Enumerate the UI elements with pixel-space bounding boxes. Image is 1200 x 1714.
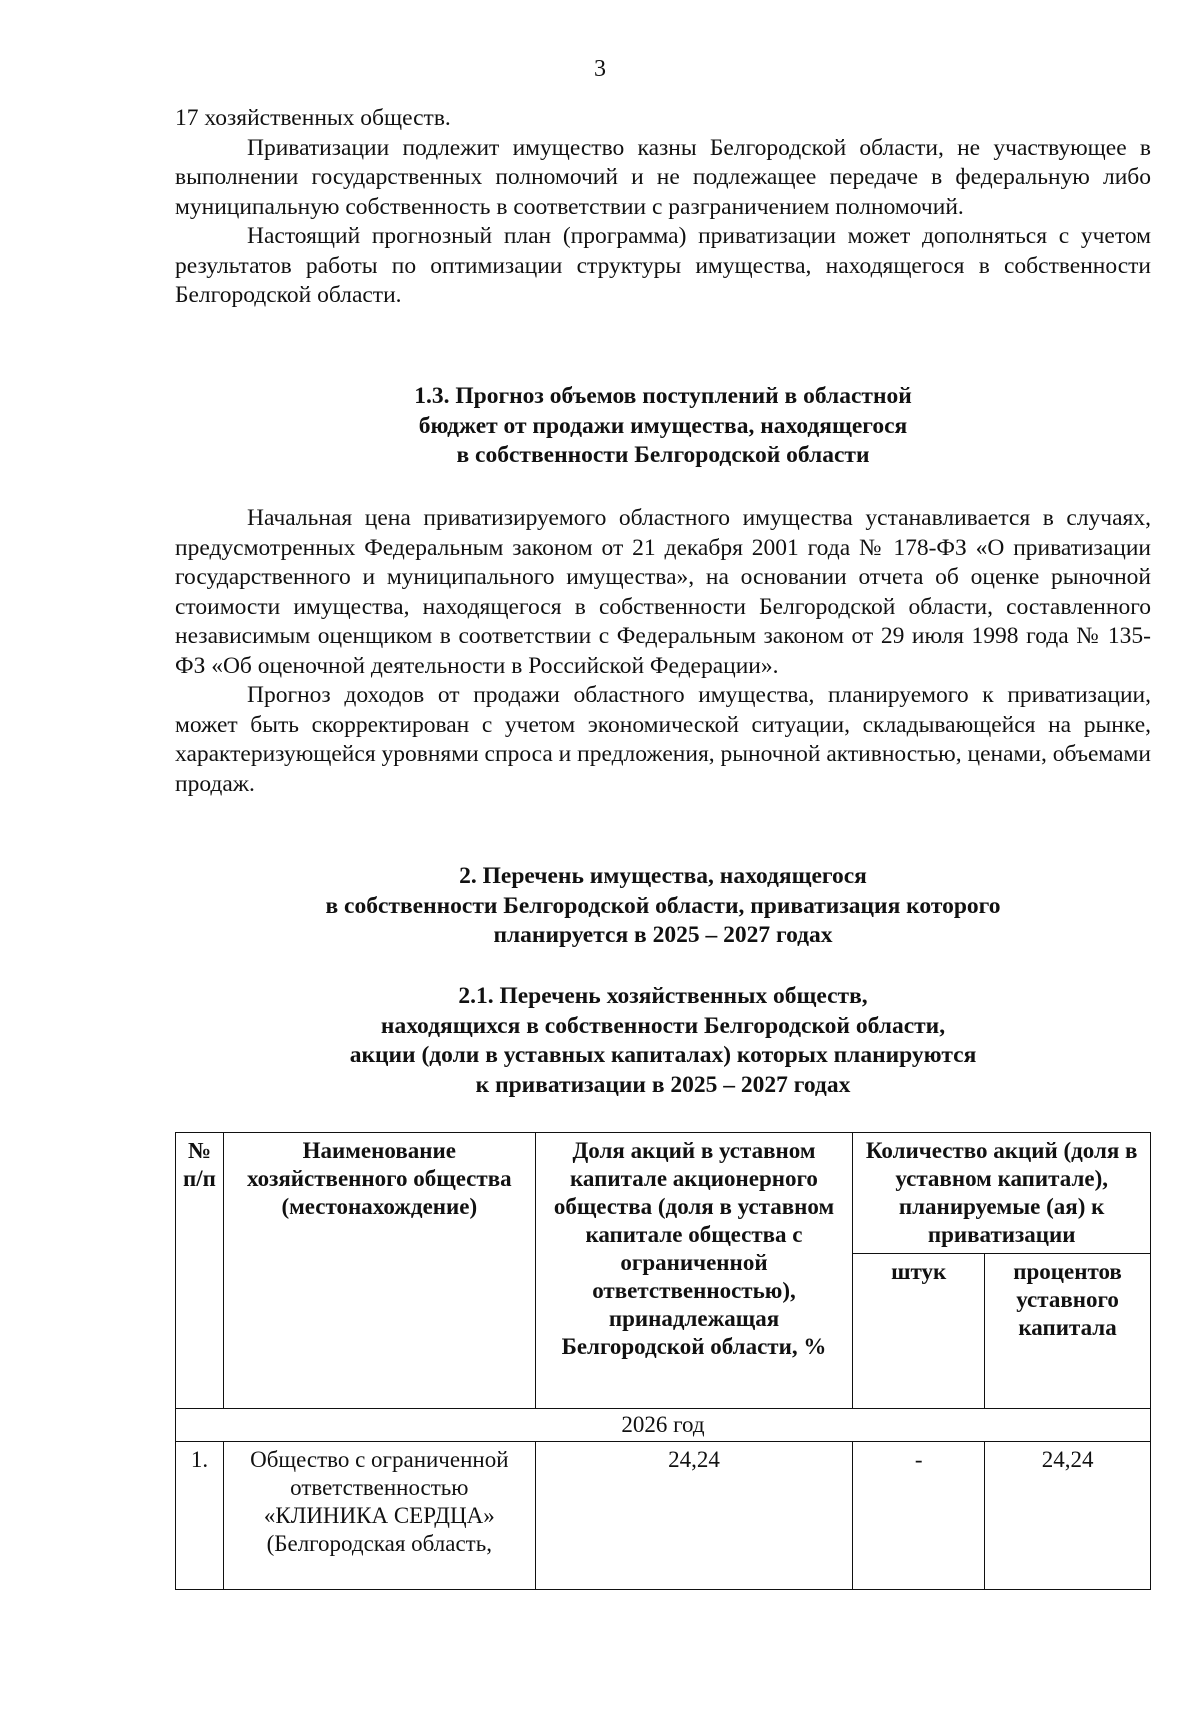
- section-1-3-title-line: бюджет от продажи имущества, находящегося: [418, 412, 908, 439]
- section-2-1-title: [175, 982, 1151, 1100]
- section-2-title: [175, 862, 1151, 951]
- section-1-3-title: [175, 382, 1151, 471]
- section-2-title-line: 2. Перечень имущества, находящегося: [459, 863, 867, 889]
- page-number: 3: [594, 56, 606, 82]
- section-2-title-line: планируется в 2025 – 2027 годах: [493, 922, 833, 948]
- section-1-3-paragraph-2: Прогноз доходов от продажи областного имущества, планируемого к приватизации, может быть скорректирован с учетом экономической ситуации, складывающейся на рынке, характеризующейся уровнями спроса и предложения, рыночной активностью, ценами, объемами продаж.: [175, 682, 1151, 797]
- header-number: № п/п: [176, 1133, 224, 1409]
- table-row: [176, 1442, 1151, 1590]
- section-2-1-title-line: 2.1. Перечень хозяйственных обществ,: [458, 983, 868, 1009]
- intro-line: 17 хозяйственных обществ.: [175, 105, 451, 131]
- header-quantity: Количество акций (доля в уставном капитале), планируемые (ая) к приватизации: [853, 1133, 1151, 1254]
- section-2-title-line: в собственности Белгородской области, приватизация которого: [325, 892, 1001, 919]
- intro-paragraph-2: Настоящий прогнозный план (программа) приватизации может дополняться с учетом результатов работы по оптимизации структуры имущества, находящегося в собственности Белгородской области.: [175, 223, 1151, 308]
- section-1-3-title-line: 1.3. Прогноз объемов поступлений в областной: [414, 383, 912, 409]
- section-2-1-title-line: находящихся в собственности Белгородской области,: [380, 1012, 946, 1039]
- header-company-name: Наименование хозяйственного общества (местонахождение): [223, 1133, 535, 1409]
- year-row: 2026 год: [176, 1409, 1151, 1442]
- section-1-3-title-line: в собственности Белгородской области: [456, 442, 870, 468]
- privatization-table: [175, 1132, 1151, 1590]
- section-1-3-body: [175, 504, 1151, 799]
- row-percent: 24,24: [985, 1442, 1151, 1590]
- header-percent: процентов уставного капитала: [985, 1254, 1151, 1409]
- intro-block: [175, 104, 1151, 311]
- section-2-1-title-line: к приватизации в 2025 – 2027 годах: [475, 1071, 851, 1098]
- section-1-3-paragraph-1: Начальная цена приватизируемого областного имущества устанавливается в случаях, предусмотренных Федеральным законом от 21 декабря 2001 года № 178-ФЗ «О приватизации государственного и муниципального имущества», на основании отчета об оценке рыночной стоимости имущества, находящегося в собственности Белгородской области, составленного независимым оценщиком в соответствии с Федеральным законом от 29 июля 1998 года № 135-ФЗ «Об оценочной деятельности в Российской Федерации».: [175, 505, 1151, 679]
- row-company-name: Общество с ограниченной ответственностью «КЛИНИКА СЕРДЦА» (Белгородская область,: [223, 1442, 535, 1590]
- row-share: 24,24: [535, 1442, 853, 1590]
- intro-paragraph-1: Приватизации подлежит имущество казны Белгородской области, не участвующее в выполнении государственных полномочий и не подлежащее передаче в федеральную либо муниципальную собственность в соответствии с разграничением полномочий.: [175, 134, 1151, 220]
- row-number: 1.: [176, 1442, 224, 1590]
- row-pieces: -: [853, 1442, 985, 1590]
- section-2-1-title-line: акции (доли в уставных капиталах) которых планируются: [349, 1042, 977, 1068]
- header-share: Доля акций в уставном капитале акционерного общества (доля в уставном капитале общества с ограниченной ответственностью), принадлежащая Белгородской области, %: [535, 1133, 853, 1409]
- header-pieces: штук: [853, 1254, 985, 1409]
